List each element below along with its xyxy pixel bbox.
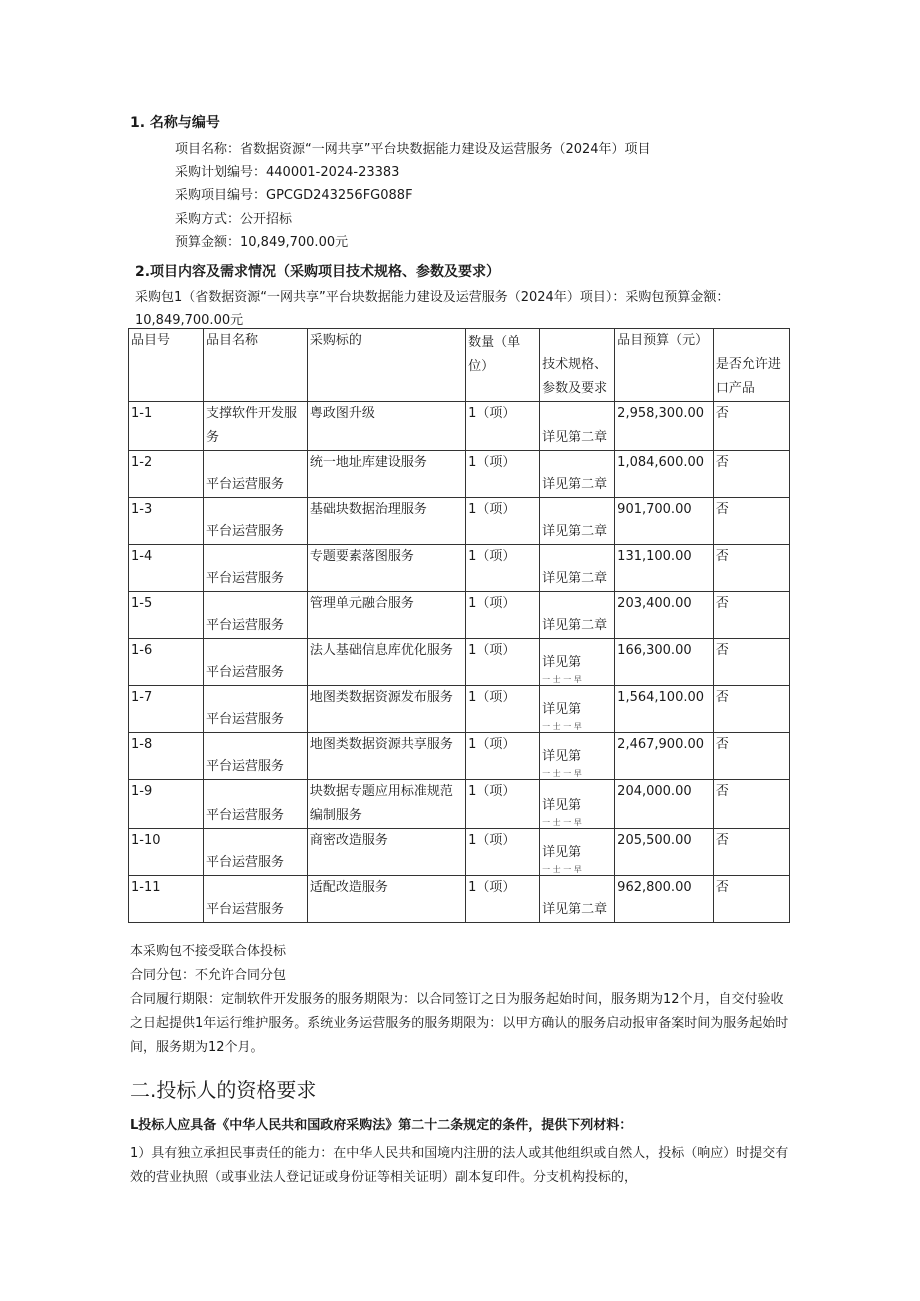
cell-item-no (129, 545, 204, 592)
cell-budget-text: 131,100.00 (617, 549, 692, 564)
cell-spec-text: 详见第二章 (542, 430, 608, 445)
cell-target (307, 780, 465, 829)
cell-spec (540, 639, 615, 686)
cell-item-name (204, 829, 308, 876)
cell-spec (540, 829, 615, 876)
table-row (129, 876, 790, 923)
contract-period-note: 合同履行期限：定制软件开发服务的服务期限为：以合同签订之日为服务起始时间，服务期为12个月，自交付验收之日起提供1年运行维护服务。系统业务运营服务的服务期限为：以甲方确认的服务启动报审备案时间为服务起始时间，服务期为12个月。 (130, 992, 789, 1055)
cell-item-name-text: 平台运营服务 (206, 759, 285, 774)
cell-item-no-text: 1-1 (131, 406, 153, 421)
cell-item-no (129, 498, 204, 545)
header-qty-label: 数量（单位） (468, 335, 521, 374)
cell-item-name-text: 平台运营服务 (206, 477, 285, 492)
cell-item-no (129, 686, 204, 733)
cell-item-name (204, 780, 308, 829)
cell-import-text: 否 (715, 455, 729, 470)
plan-number: 采购计划编号：440001-2024-23383 (175, 165, 400, 180)
cell-item-name (204, 733, 308, 780)
procurement-method: 采购方式：公开招标 (175, 212, 293, 227)
cell-spec-small: 一 士 一 早 (542, 675, 582, 684)
cell-budget (615, 451, 714, 498)
cell-qty-text: 1（项） (468, 455, 516, 470)
cell-target (307, 733, 465, 780)
table-row (129, 498, 790, 545)
cell-item-name-text: 平台运营服务 (206, 524, 285, 539)
cell-qty (466, 733, 540, 780)
cell-item-name-text: 平台运营服务 (206, 618, 285, 633)
cell-qty (466, 780, 540, 829)
cell-import-text: 否 (715, 690, 729, 705)
cell-budget-text: 2,958,300.00 (617, 406, 705, 421)
cell-budget-text: 1,564,100.00 (617, 690, 705, 705)
cell-spec-text: 详见第二章 (542, 902, 608, 917)
cell-budget (615, 876, 714, 923)
cell-qty (466, 592, 540, 639)
cell-spec-small: 一 士 一 早 (542, 769, 582, 778)
header-qty (466, 329, 540, 402)
header-no: 品目号 (129, 329, 204, 402)
cell-spec (540, 876, 615, 923)
cell-target-text: 法人基础信息库优化服务 (309, 643, 453, 658)
cell-budget-text: 166,300.00 (617, 643, 692, 658)
cell-spec-text: 详见第二章 (542, 571, 608, 586)
cell-qty (466, 686, 540, 733)
table-row (129, 829, 790, 876)
cell-spec-small: 一 士 一 早 (542, 818, 582, 827)
cell-spec-text: 详见第二章 (542, 524, 608, 539)
cell-item-no-text: 1-8 (131, 737, 153, 752)
cell-item-no (129, 829, 204, 876)
qualification-subheading: L投标人应具备《中华人民共和国政府采购法》第二十二条规定的条件，提供下列材料： (130, 1118, 633, 1133)
cell-budget-text: 2,467,900.00 (617, 737, 705, 752)
cell-item-no (129, 592, 204, 639)
cell-spec (540, 733, 615, 780)
cell-budget (615, 545, 714, 592)
cell-item-name (204, 876, 308, 923)
cell-item-name (204, 402, 308, 451)
cell-item-name (204, 592, 308, 639)
cell-spec (540, 686, 615, 733)
cell-qty-text: 1（项） (468, 833, 516, 848)
cell-import (713, 451, 789, 498)
cell-spec-text: 详见第 (542, 749, 582, 764)
cell-item-no-text: 1-7 (131, 690, 153, 705)
cell-import (713, 402, 789, 451)
cell-spec (540, 451, 615, 498)
cell-item-name-text: 平台运营服务 (206, 808, 285, 823)
cell-spec (540, 780, 615, 829)
cell-qty (466, 829, 540, 876)
cell-item-name (204, 545, 308, 592)
table-header-row (129, 329, 790, 402)
cell-item-no-text: 1-11 (131, 880, 161, 895)
header-import-label: 是否允许进口产品 (715, 357, 781, 396)
cell-qty-text: 1（项） (468, 690, 516, 705)
cell-qty-text: 1（项） (468, 596, 516, 611)
cell-import (713, 733, 789, 780)
qualification-para-1: 1）具有独立承担民事责任的能力：在中华人民共和国境内注册的法人或其他组织或自然人，投标（响应）时提交有效的营业执照（或事业法人登记证或身份证等相关证明）副本复印件。分支机构投标的， (130, 1146, 789, 1185)
cell-budget (615, 592, 714, 639)
header-import (713, 329, 789, 402)
cell-qty (466, 639, 540, 686)
cell-item-no-text: 1-5 (131, 596, 153, 611)
cell-item-name (204, 498, 308, 545)
cell-target-text: 基础块数据治理服务 (309, 502, 427, 517)
cell-import-text: 否 (715, 643, 729, 658)
cell-item-no (129, 733, 204, 780)
cell-item-no-text: 1-10 (131, 833, 161, 848)
table-row (129, 451, 790, 498)
cell-item-name-text: 平台运营服务 (206, 712, 285, 727)
cell-spec-small: 一 士 一 早 (542, 722, 582, 731)
table-row (129, 592, 790, 639)
cell-qty (466, 876, 540, 923)
cell-spec-text: 详见第 (542, 845, 582, 860)
cell-qty-text: 1（项） (468, 880, 516, 895)
cell-qty-text: 1（项） (468, 784, 516, 799)
cell-qty (466, 498, 540, 545)
cell-import-text: 否 (715, 596, 729, 611)
cell-import (713, 498, 789, 545)
cell-budget (615, 733, 714, 780)
cell-spec-text: 详见第 (542, 655, 582, 670)
cell-qty (466, 545, 540, 592)
cell-target (307, 639, 465, 686)
cell-qty-text: 1（项） (468, 737, 516, 752)
table-row (129, 402, 790, 451)
joint-bid-note: 本采购包不接受联合体投标 (130, 944, 287, 959)
cell-item-name-text: 平台运营服务 (206, 902, 285, 917)
cell-item-name-text: 支撑软件开发服务 (206, 406, 298, 445)
cell-target-text: 统一地址库建设服务 (309, 455, 427, 470)
cell-qty-text: 1（项） (468, 502, 516, 517)
cell-target (307, 592, 465, 639)
table-row (129, 780, 790, 829)
cell-import-text: 否 (715, 880, 729, 895)
header-target: 采购标的 (307, 329, 465, 402)
cell-item-name-text: 平台运营服务 (206, 855, 285, 870)
cell-qty-text: 1（项） (468, 643, 516, 658)
cell-spec-text: 详见第二章 (542, 618, 608, 633)
project-number: 采购项目编号：GPCGD243256FG088F (175, 188, 413, 203)
cell-target-text: 商密改造服务 (309, 833, 388, 848)
cell-spec (540, 592, 615, 639)
cell-spec (540, 498, 615, 545)
cell-target-text: 专题要素落图服务 (309, 549, 414, 564)
qualification-heading: 二.投标人的资格要求 (130, 1078, 317, 1102)
items-table (128, 328, 790, 923)
cell-item-no (129, 780, 204, 829)
project-name: 项目名称：省数据资源“一网共享”平台块数据能力建设及运营服务（2024年）项目 (175, 142, 651, 157)
cell-import (713, 545, 789, 592)
cell-target (307, 402, 465, 451)
cell-budget-text: 962,800.00 (617, 880, 692, 895)
cell-target (307, 451, 465, 498)
header-budget: 品目预算（元） (615, 329, 714, 402)
cell-budget (615, 829, 714, 876)
cell-import-text: 否 (715, 502, 729, 517)
header-spec (540, 329, 615, 402)
cell-target-text: 粤政图升级 (309, 406, 375, 421)
cell-item-no-text: 1-9 (131, 784, 153, 799)
budget-amount: 预算金额：10,849,700.00元 (175, 235, 349, 250)
cell-target-text: 适配改造服务 (309, 880, 388, 895)
table-row (129, 686, 790, 733)
cell-qty-text: 1（项） (468, 406, 516, 421)
cell-budget-text: 203,400.00 (617, 596, 692, 611)
cell-budget-text: 1,084,600.00 (617, 455, 705, 470)
cell-budget (615, 780, 714, 829)
cell-target (307, 686, 465, 733)
section2-heading: 2.项目内容及需求情况（采购项目技术规格、参数及要求） (135, 264, 501, 280)
cell-item-no (129, 876, 204, 923)
cell-spec (540, 402, 615, 451)
cell-qty (466, 451, 540, 498)
cell-import (713, 829, 789, 876)
cell-import-text: 否 (715, 737, 729, 752)
cell-import (713, 780, 789, 829)
cell-spec-text: 详见第 (542, 702, 582, 717)
cell-qty-text: 1（项） (468, 549, 516, 564)
cell-spec-text: 详见第 (542, 798, 582, 813)
cell-import-text: 否 (715, 833, 729, 848)
cell-item-no-text: 1-3 (131, 502, 153, 517)
cell-target-text: 地图类数据资源共享服务 (309, 737, 453, 752)
table-row (129, 639, 790, 686)
cell-budget (615, 686, 714, 733)
cell-target-text: 块数据专题应用标准规范编制服务 (309, 784, 453, 823)
cell-budget (615, 498, 714, 545)
cell-spec (540, 545, 615, 592)
cell-target (307, 545, 465, 592)
table-row (129, 733, 790, 780)
cell-budget (615, 402, 714, 451)
cell-target-text: 管理单元融合服务 (309, 596, 414, 611)
cell-item-name-text: 平台运营服务 (206, 665, 285, 680)
cell-budget-text: 901,700.00 (617, 502, 692, 517)
cell-spec-small: 一 士 一 早 (542, 865, 582, 874)
cell-item-no (129, 451, 204, 498)
cell-target (307, 829, 465, 876)
cell-item-no (129, 402, 204, 451)
header-name: 品目名称 (204, 329, 308, 402)
cell-import-text: 否 (715, 784, 729, 799)
cell-item-no-text: 1-6 (131, 643, 153, 658)
contract-split-note: 合同分包：不允许合同分包 (130, 968, 287, 983)
cell-item-no (129, 639, 204, 686)
cell-item-name (204, 639, 308, 686)
cell-item-no-text: 1-4 (131, 549, 153, 564)
cell-target (307, 876, 465, 923)
section1-heading: 1. 名称与编号 (130, 115, 220, 131)
cell-qty (466, 402, 540, 451)
cell-import-text: 否 (715, 549, 729, 564)
cell-import (713, 639, 789, 686)
cell-import (713, 592, 789, 639)
cell-import-text: 否 (715, 406, 729, 421)
cell-target-text: 地图类数据资源发布服务 (309, 690, 453, 705)
cell-spec-text: 详见第二章 (542, 477, 608, 492)
cell-import (713, 876, 789, 923)
cell-budget (615, 639, 714, 686)
cell-budget-text: 205,500.00 (617, 833, 692, 848)
table-row (129, 545, 790, 592)
cell-item-no-text: 1-2 (131, 455, 153, 470)
cell-item-name (204, 686, 308, 733)
cell-target (307, 498, 465, 545)
cell-budget-text: 204,000.00 (617, 784, 692, 799)
cell-import (713, 686, 789, 733)
cell-item-name-text: 平台运营服务 (206, 571, 285, 586)
cell-item-name (204, 451, 308, 498)
package-description: 采购包1（省数据资源“一网共享”平台块数据能力建设及运营服务（2024年）项目）：采购包预算金额：10,849,700.00元 (135, 290, 730, 328)
header-spec-label: 技术规格、参数及要求 (542, 357, 608, 396)
